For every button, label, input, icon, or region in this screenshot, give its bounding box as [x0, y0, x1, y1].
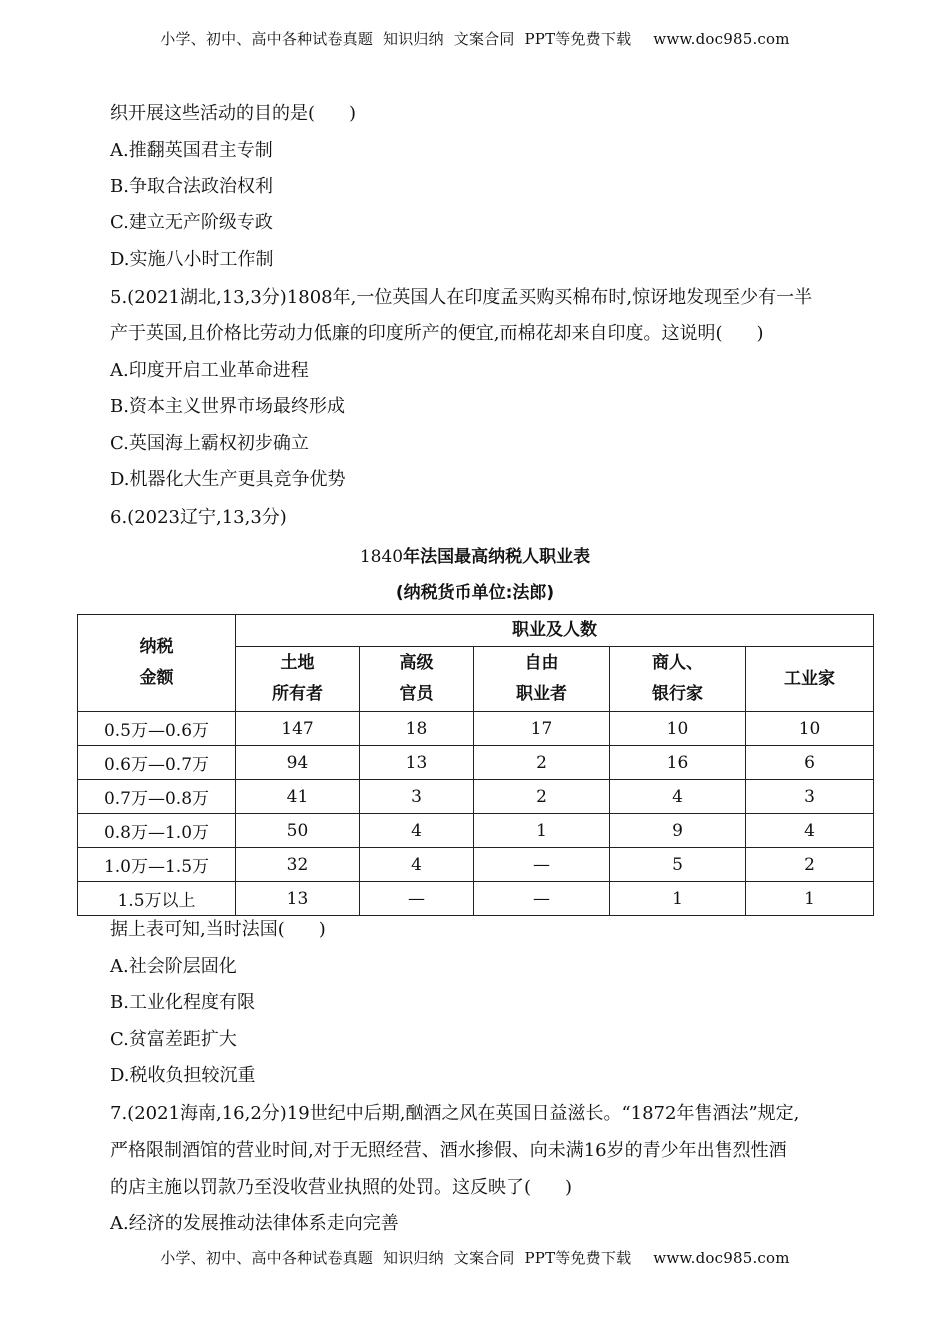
q5-stem-line1: 5.(2021湖北,13,3分)1808年,一位英国人在印度孟买购买棉布时,惊讶地发现至少有一半: [110, 287, 813, 308]
table-cell: 94: [236, 746, 360, 780]
tax-table: [77, 614, 874, 916]
q6-stem-line1: 6.(2023辽宁,13,3分): [110, 507, 287, 528]
table-row: [78, 848, 874, 882]
table-cell: 2: [746, 848, 874, 882]
col-header: [360, 647, 474, 712]
page-header: [0, 28, 950, 49]
row-header-line2: 金额: [139, 668, 174, 688]
table-row: [78, 882, 874, 916]
q5-option-d: D.机器化大生产更具竞争优势: [110, 469, 346, 490]
row-label: 1.5万以上: [78, 882, 236, 916]
q4-close-paren: ): [349, 103, 357, 124]
header-text: 小学、初中、高中各种试卷真题 知识归纳 文案合同 PPT等免费下载: [160, 30, 632, 48]
q6-option-d: D.税收负担较沉重: [110, 1065, 256, 1086]
q7-option-a: A.经济的发展推动法律体系走向完善: [110, 1213, 399, 1234]
q6-option-b: B.工业化程度有限: [110, 992, 255, 1013]
q4-option-d: D.实施八小时工作制: [110, 249, 274, 270]
col-header: [610, 647, 746, 712]
q7-stem-line1: 7.(2021海南,16,2分)19世纪中后期,酗酒之风在英国日益滋长。“1872年售酒法”规定,: [110, 1103, 800, 1124]
row-header-line1: 纳税: [139, 637, 174, 657]
table-cell: 1: [746, 882, 874, 916]
table-row: [78, 746, 874, 780]
q5-option-c: C.英国海上霸权初步确立: [110, 433, 309, 454]
col-header: 工业家: [746, 647, 874, 712]
table-title-year: 1840: [359, 547, 404, 567]
table-cell: 4: [360, 848, 474, 882]
table-row: [78, 780, 874, 814]
table-cell: 10: [610, 712, 746, 746]
table-cell: 1: [610, 882, 746, 916]
table-cell: 1: [474, 814, 610, 848]
table-title: [0, 542, 950, 567]
col-header-line2: 所有者: [272, 684, 323, 704]
page-footer: [0, 1247, 950, 1268]
table-cell: 41: [236, 780, 360, 814]
table-cell: 147: [236, 712, 360, 746]
table-cell: 3: [360, 780, 474, 814]
table-cell: 18: [360, 712, 474, 746]
footer-site[interactable]: www.doc985.com: [653, 1249, 790, 1267]
row-header-cell: [78, 615, 236, 712]
q7-stem-line3: [110, 1176, 572, 1200]
q6-option-c: C.贫富差距扩大: [110, 1029, 237, 1050]
row-label: 0.6万—0.7万: [78, 746, 236, 780]
col-header-line1: 自由: [524, 653, 559, 673]
table-row: [78, 712, 874, 746]
q4-stem-text: 织开展这些活动的目的是(: [110, 103, 316, 124]
table-title-text: 年法国最高纳税人职业表: [403, 547, 591, 567]
group-header: 职业及人数: [236, 615, 874, 647]
q4-option-a: A.推翻英国君主专制: [110, 140, 273, 161]
col-header-line2: 银行家: [652, 684, 703, 704]
col-header-line2: 官员: [399, 684, 434, 704]
row-label: 0.5万—0.6万: [78, 712, 236, 746]
col-header-line1: 土地: [280, 653, 315, 673]
q7-stem-line2: 严格限制酒馆的营业时间,对于无照经营、酒水掺假、向未满16岁的青少年出售烈性酒: [110, 1140, 787, 1161]
table-cell: 6: [746, 746, 874, 780]
q6-ask-text: 据上表可知,当时法国(: [110, 919, 285, 940]
q5-option-b: B.资本主义世界市场最终形成: [110, 396, 345, 417]
col-header-line2: 职业者: [516, 684, 567, 704]
table-cell: 2: [474, 780, 610, 814]
q5-stem-line2: [110, 322, 764, 346]
table-cell: 4: [360, 814, 474, 848]
q4-option-c: C.建立无产阶级专政: [110, 212, 273, 233]
table-cell: 50: [236, 814, 360, 848]
table-cell: —: [474, 882, 610, 916]
q6-option-a: A.社会阶层固化: [110, 956, 237, 977]
row-label: 0.7万—0.8万: [78, 780, 236, 814]
row-label: 1.0万—1.5万: [78, 848, 236, 882]
q6-close-paren: ): [318, 919, 326, 940]
col-header: [236, 647, 360, 712]
q6-ask: [110, 918, 326, 942]
col-header-line1: 商人、: [652, 653, 703, 673]
header-site[interactable]: www.doc985.com: [653, 30, 790, 48]
table-cell: 4: [610, 780, 746, 814]
q4-stem-tail: [110, 102, 356, 126]
row-label: 0.8万—1.0万: [78, 814, 236, 848]
table-cell: 10: [746, 712, 874, 746]
col-header: [474, 647, 610, 712]
q7-stem-text: 的店主施以罚款乃至没收营业执照的处罚。这反映了(: [110, 1177, 532, 1198]
table-cell: 9: [610, 814, 746, 848]
q5-stem-text: 产于英国,且价格比劳动力低廉的印度所产的便宜,而棉花却来自印度。这说明(: [110, 323, 723, 344]
q7-close-paren: ): [565, 1177, 573, 1198]
q4-option-b: B.争取合法政治权利: [110, 176, 273, 197]
table-cell: 3: [746, 780, 874, 814]
q5-option-a: A.印度开启工业革命进程: [110, 360, 309, 381]
table-cell: 13: [360, 746, 474, 780]
table-cell: 17: [474, 712, 610, 746]
footer-text: 小学、初中、高中各种试卷真题 知识归纳 文案合同 PPT等免费下载: [160, 1249, 632, 1267]
table-cell: 5: [610, 848, 746, 882]
table-cell: —: [360, 882, 474, 916]
table-cell: —: [474, 848, 610, 882]
col-header-line1: 高级: [399, 653, 434, 673]
table-cell: 13: [236, 882, 360, 916]
table-cell: 32: [236, 848, 360, 882]
table-cell: 4: [746, 814, 874, 848]
table-row: [78, 814, 874, 848]
table-subtitle: (纳税货币单位:法郎): [395, 583, 555, 603]
table-cell: 16: [610, 746, 746, 780]
q5-close-paren: ): [756, 323, 764, 344]
table-cell: 2: [474, 746, 610, 780]
